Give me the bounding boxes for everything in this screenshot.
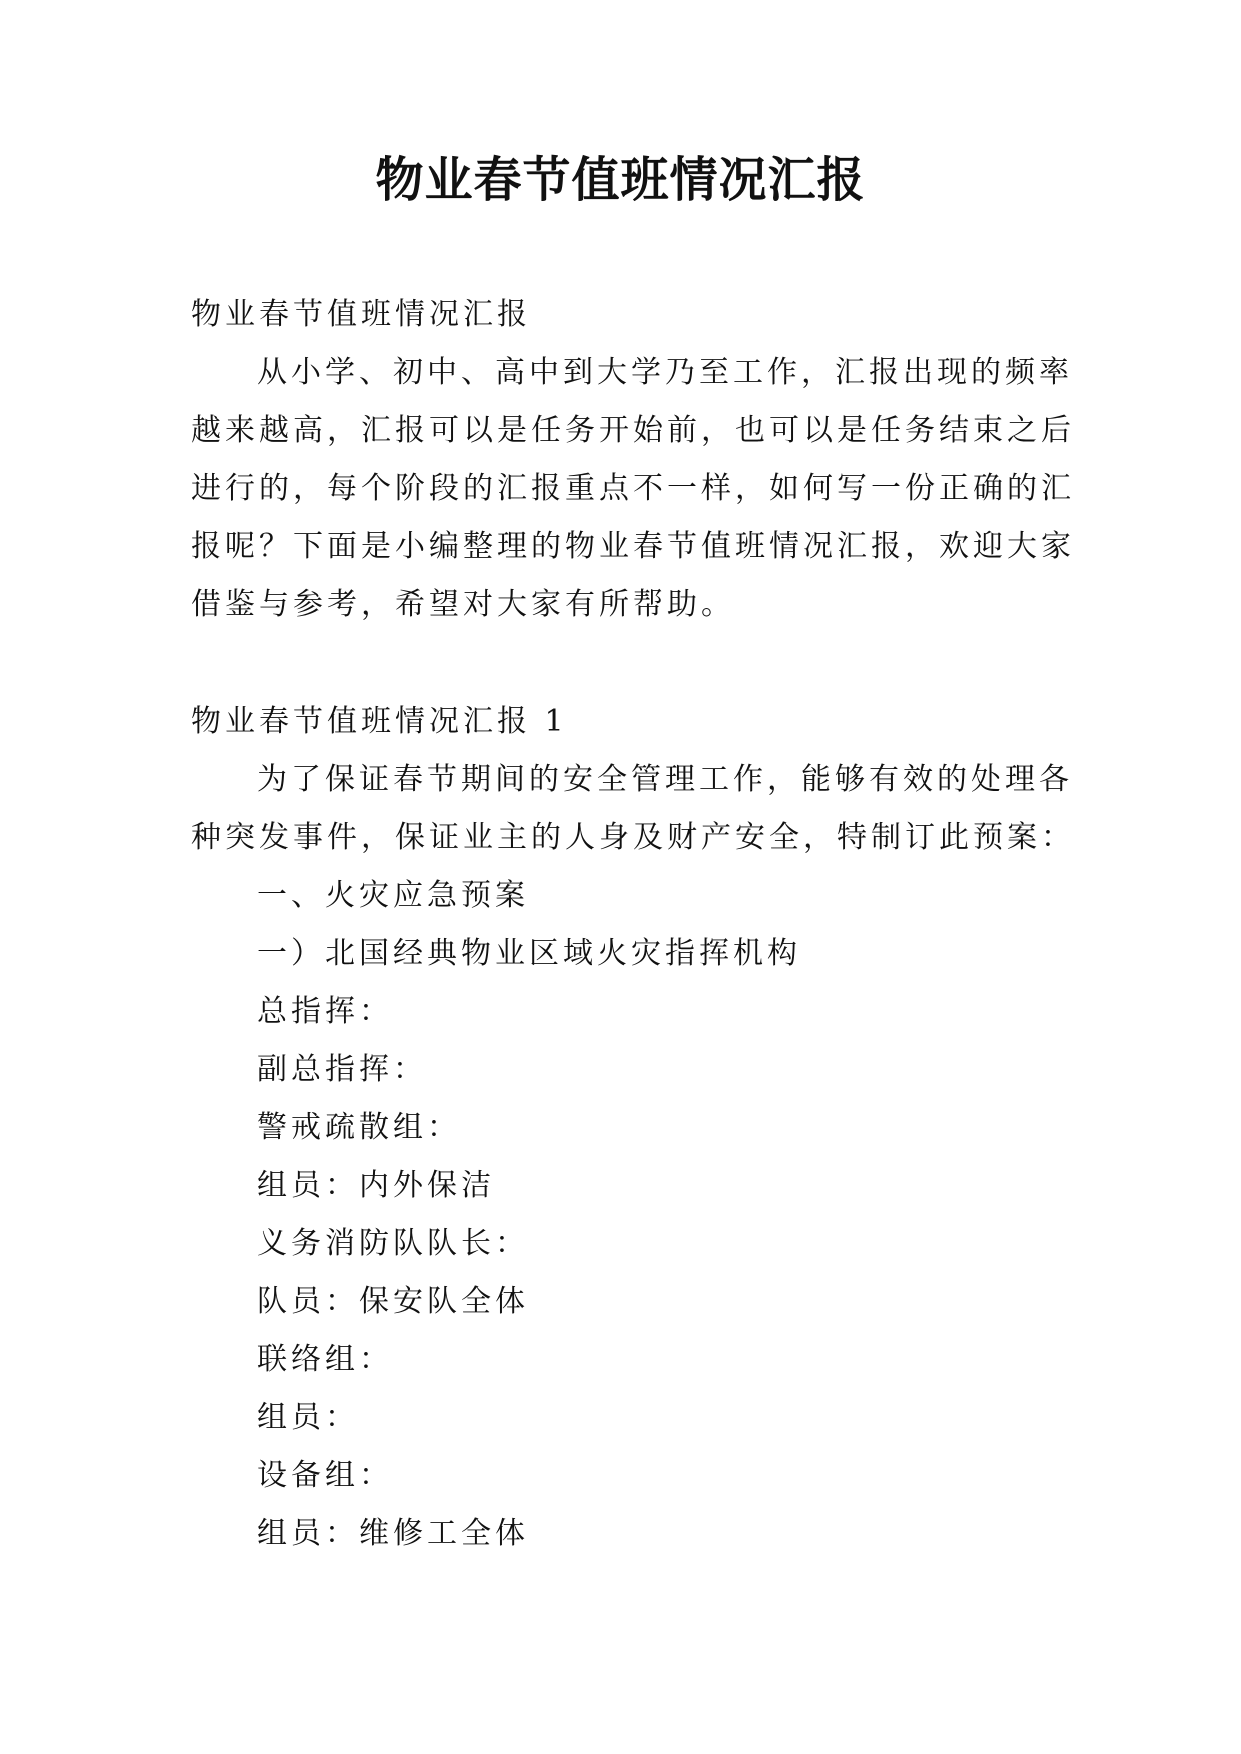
plan-heading: 一、火灾应急预案	[257, 878, 529, 913]
role-item-liaison-members: 组员：	[257, 1400, 359, 1435]
intro-paragraph-line: 进行的，每个阶段的汇报重点不一样，如何写一份正确的汇	[191, 471, 1075, 506]
intro-paragraph-line: 借鉴与参考，希望对大家有所帮助。	[191, 587, 735, 622]
section-paragraph-line: 种突发事件，保证业主的人身及财产安全，特制订此预案：	[191, 820, 1075, 855]
org-heading: 一）北国经典物业区域火灾指挥机构	[257, 936, 801, 971]
intro-paragraph-line: 从小学、初中、高中到大学乃至工作，汇报出现的频率	[257, 355, 1073, 390]
document-title: 物业春节值班情况汇报	[375, 152, 866, 208]
section-heading: 物业春节值班情况汇报 1	[191, 704, 568, 739]
role-item-deputy-commander: 副总指挥：	[257, 1052, 427, 1087]
role-item-commander: 总指挥：	[257, 994, 393, 1029]
intro-paragraph-line: 越来越高，汇报可以是任务开始前，也可以是任务结束之后	[191, 413, 1075, 448]
intro-section	[191, 286, 1075, 634]
intro-paragraph-line: 报呢？下面是小编整理的物业春节值班情况汇报，欢迎大家	[191, 529, 1075, 564]
section-paragraph-line: 为了保证春节期间的安全管理工作，能够有效的处理各	[257, 762, 1073, 797]
role-item-equipment-members: 组员：维修工全体	[257, 1516, 529, 1551]
intro-heading: 物业春节值班情况汇报	[191, 297, 531, 332]
role-item-evacuation-group: 警戒疏散组：	[257, 1110, 461, 1145]
section-1	[191, 693, 1075, 1563]
role-item-liaison-group: 联络组：	[257, 1342, 393, 1377]
role-item-evacuation-members: 组员：内外保洁	[257, 1168, 495, 1203]
role-item-equipment-group: 设备组：	[257, 1458, 393, 1493]
role-item-fire-brigade-members: 队员：保安队全体	[257, 1284, 529, 1319]
role-item-fire-brigade-captain: 义务消防队队长：	[257, 1226, 529, 1261]
